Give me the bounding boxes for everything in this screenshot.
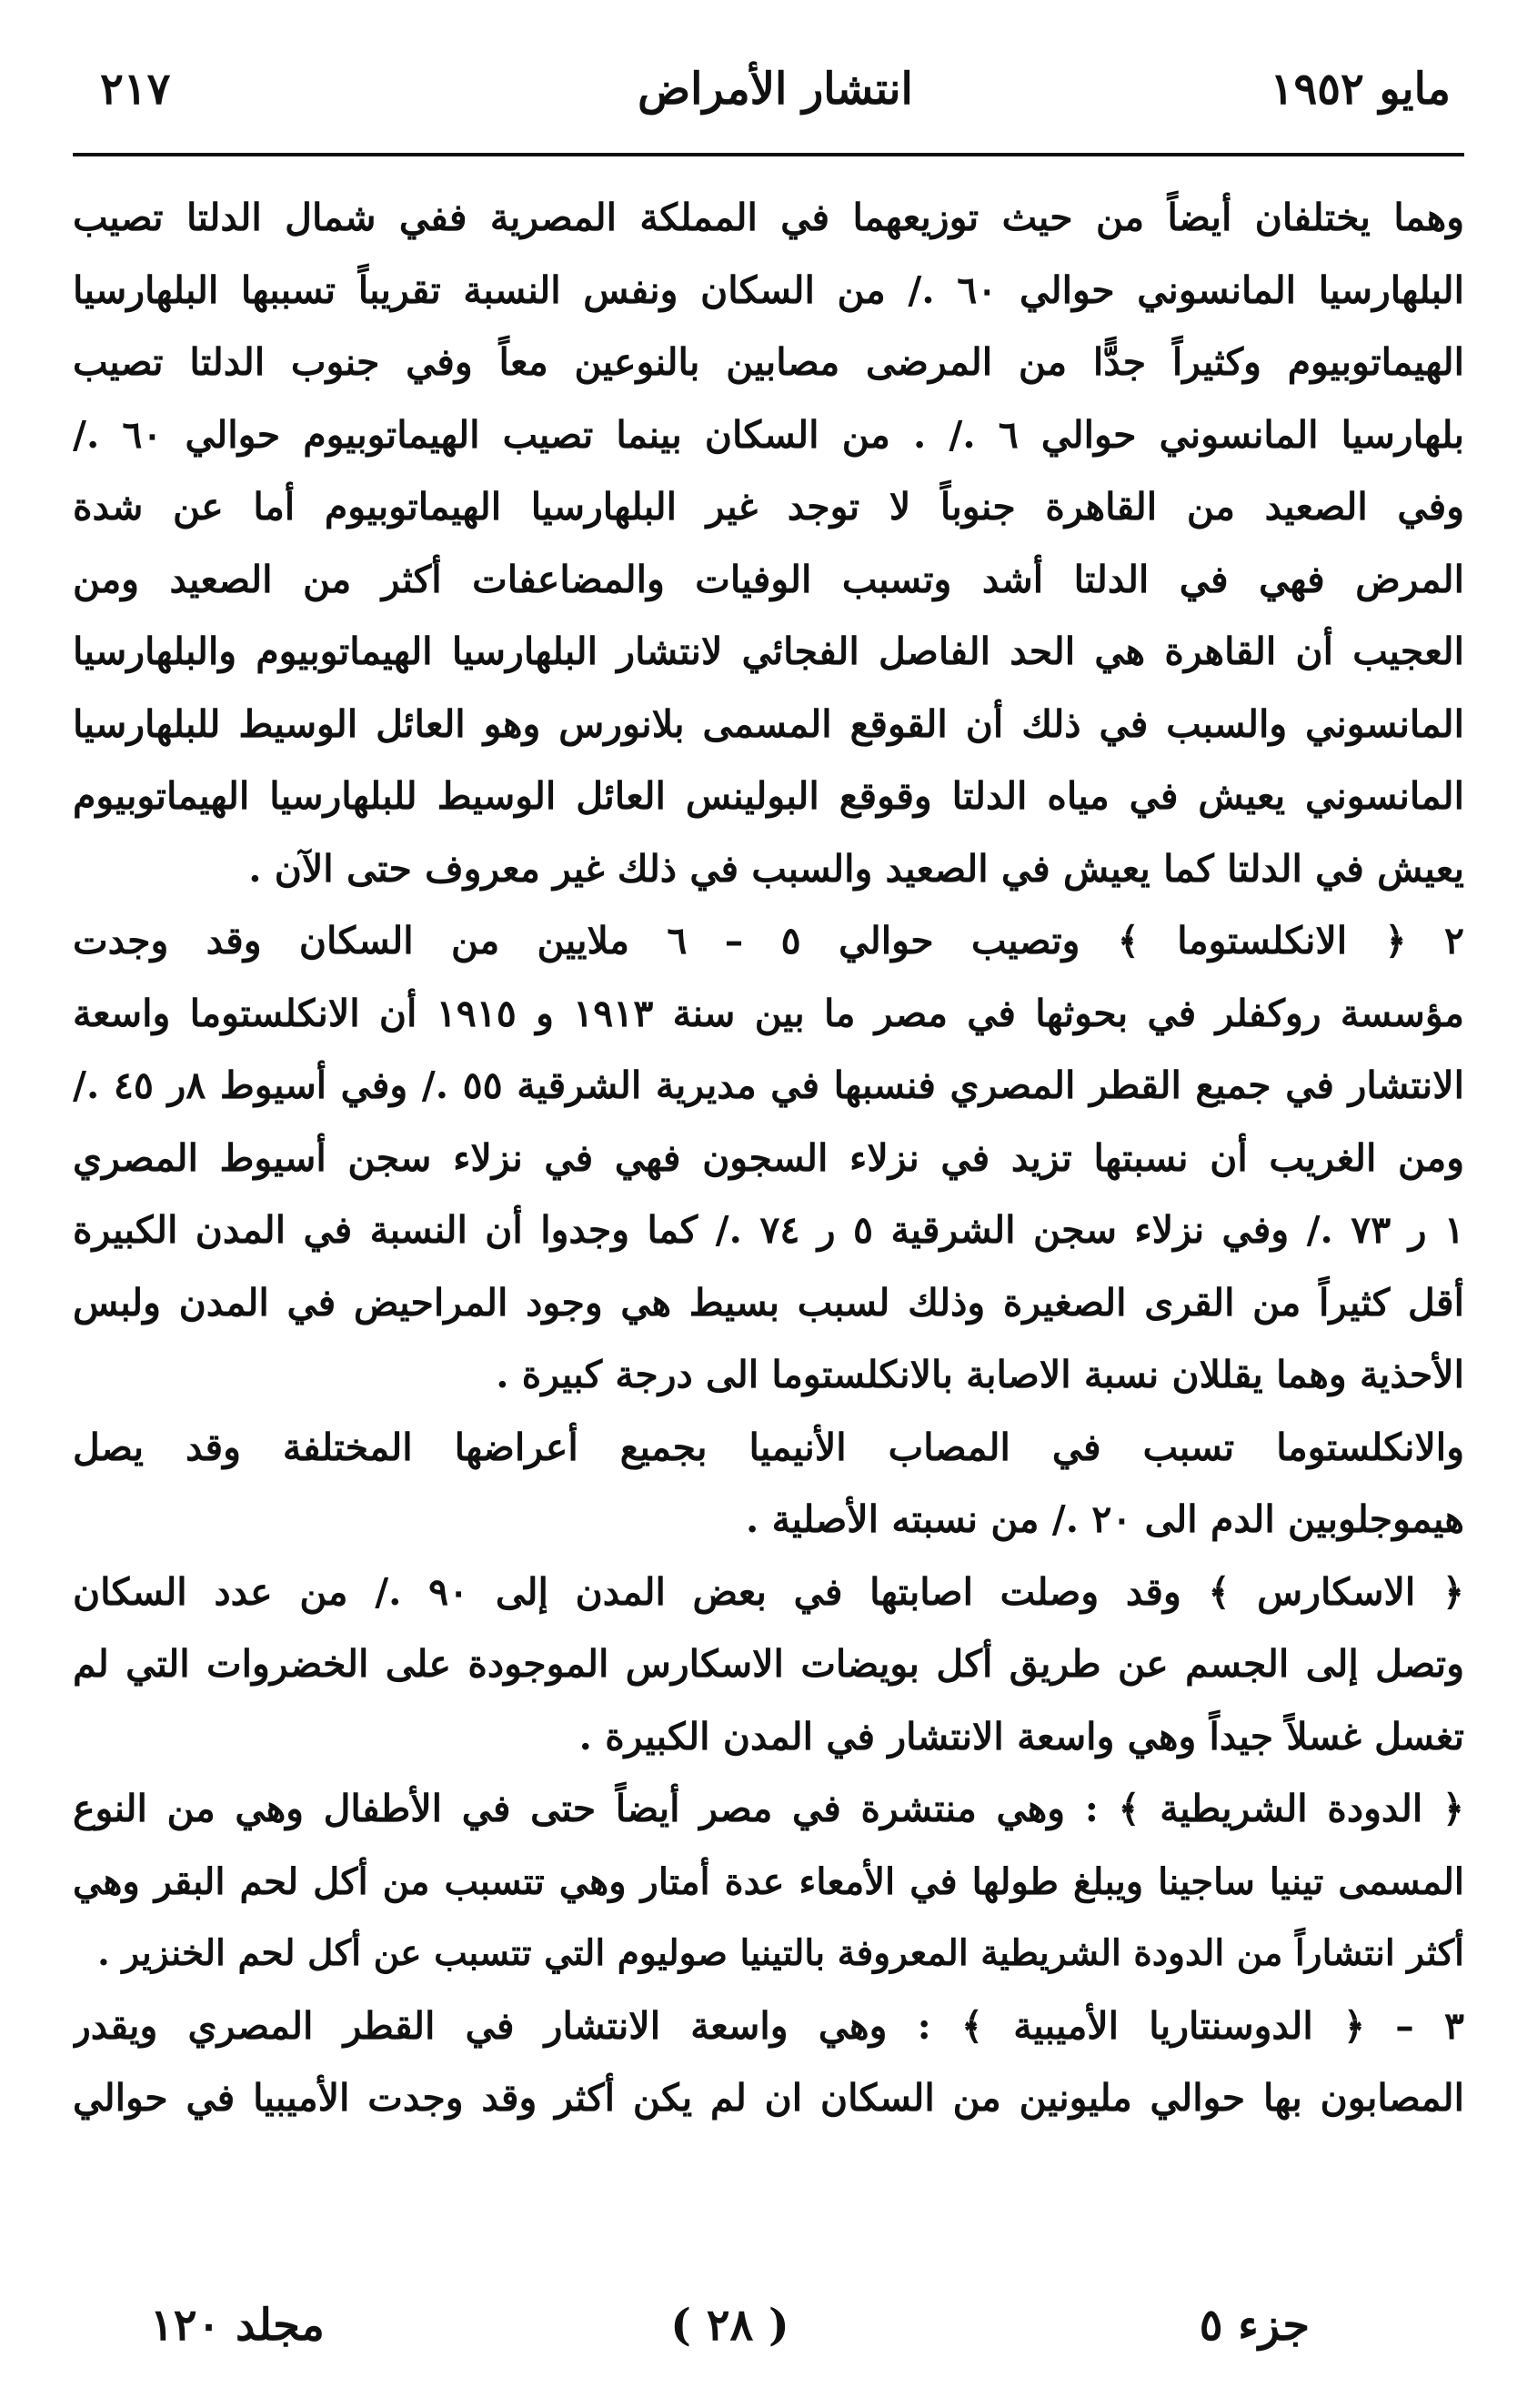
body-text	[73, 182, 1464, 2135]
text-line: الانتشار في جميع القطر المصري فنسبها في مديرية الشرقية ٥٥ ./ وفي أسيوط ٨ر ٤٥ ./	[73, 1063, 1464, 1107]
header-title: انتشار الأمراض	[638, 64, 913, 115]
text-line: ﴿ الدودة الشريطية ﴾ : وهي منتشرة في مصر أيضاً حتى في الأطفال وهي من النوع	[73, 1787, 1464, 1830]
footer-part: جزء ٥	[1199, 2300, 1310, 2351]
text-line: وهما يختلفان أيضاً من حيث توزيعهما في المملكة المصرية ففي شمال الدلتا تصيب	[73, 196, 1464, 239]
text-line: مؤسسة روكفلر في بحوثها في مصر ما بين سنة ١٩١٣ و ١٩١٥ أن الانكلستوما واسعة	[73, 991, 1464, 1035]
text-line: الأحذية وهما يقللان نسبة الاصابة بالانكلستوما الى درجة كبيرة .	[496, 1353, 1464, 1396]
footer-volume: مجلد ١٢٠	[150, 2300, 325, 2351]
page-footer	[150, 2300, 1310, 2373]
text-line: أكثر انتشاراً من الدودة الشريطية المعروفة بالتينيا صوليوم التي تتسبب عن أكل لحم الخنزير .	[97, 1932, 1464, 1974]
text-line: المسمى تينيا ساجينا ويبلغ طولها في الأمعاء عدة أمتار وهي تتسبب من أكل لحم البقر وهي	[73, 1859, 1464, 1903]
text-line: المرض فهي في الدلتا أشد وتسبب الوفيات والمضاعفات أكثر من الصعيد ومن	[73, 557, 1464, 601]
text-line: أقل كثيراً من القرى الصغيرة وذلك لسبب بسيط هي وجود المراحيض في المدن ولبس	[73, 1280, 1464, 1325]
header-rule	[73, 153, 1464, 156]
text-line: المصابون بها حوالي مليونين من السكان ان لم يكن أكثر وقد وجدت الأميبيا في حوالي	[73, 2076, 1464, 2120]
text-line: بلهارسيا المانسوني حوالي ٦ ./ . من السكان بينما تصيب الهيماتوبيوم حوالي ٦٠ ./	[73, 412, 1464, 457]
text-line: المانسوني يعيش في مياه الدلتا وقوقع البولينس العائل الوسيط للبلهارسيا الهيماتوبيوم	[73, 774, 1464, 818]
text-line: الهيماتوبيوم وكثيراً جدًّا من المرضى مصابين بالنوعين معاً وفي جنوب الدلتا تصيب	[73, 340, 1464, 384]
text-line: ٣ – ﴿ الدوسنتاريا الأميبية ﴾ : وهي واسعة الانتشار في القطر المصري ويقدر	[73, 2003, 1464, 2048]
text-line: المانسوني والسبب في ذلك أن القوقع المسمى بلانورس وهو العائل الوسيط للبلهارسيا	[73, 701, 1464, 746]
text-line: هيموجلوبين الدم الى ٢٠ ./ من نسبته الأصلية .	[746, 1497, 1464, 1541]
text-line: ومن الغريب أن نسبتها تزيد في نزلاء السجون فهي في نزلاء سجن أسيوط المصري	[73, 1135, 1464, 1180]
text-line: ١ ر ٧٣ ./ وفي نزلاء سجن الشرقية ٥ ر ٧٤ ./ كما وجدوا أن النسبة في المدن الكبيرة	[73, 1208, 1464, 1252]
text-line: والانكلستوما تسبب في المصاب الأنيميا بجميع أعراضها المختلفة وقد يصل	[73, 1425, 1464, 1469]
text-line: ﴿ الاسكارس ﴾ وقد وصلت اصابتها في بعض المدن إلى ٩٠ ./ من عدد السكان	[73, 1569, 1464, 1614]
text-line: يعيش في الدلتا كما يعيش في الصعيد والسبب في ذلك غير معروف حتى الآن .	[248, 846, 1464, 891]
text-line: العجيب أن القاهرة هي الحد الفاصل الفجائي لانتشار البلهارسيا الهيماتوبيوم والبلهارسيا	[73, 630, 1464, 673]
page-header	[100, 64, 1451, 136]
text-line: تغسل غسلاً جيداً وهي واسعة الانتشار في المدن الكبيرة .	[578, 1714, 1464, 1758]
text-line: وفي الصعيد من القاهرة جنوباً لا توجد غير البلهارسيا الهيماتوبيوم أما عن شدة	[73, 485, 1464, 529]
text-line: البلهارسيا المانسوني حوالي ٦٠ ./ من السكان ونفس النسبة تقريباً تسببها البلهارسيا	[73, 267, 1464, 312]
header-page-number: ٢١٧	[100, 64, 171, 115]
text-line: ٢ ﴿ الانكلستوما ﴾ وتصيب حوالي ٥ – ٦ ملايين من السكان وقد وجدت	[73, 919, 1464, 962]
text-line: وتصل إلى الجسم عن طريق أكل بويضات الاسكارس الموجودة على الخضروات التي لم	[73, 1642, 1464, 1686]
header-date: مايو ١٩٥٢	[1270, 64, 1451, 115]
footer-page: ( ٢٨ )	[670, 2300, 789, 2351]
